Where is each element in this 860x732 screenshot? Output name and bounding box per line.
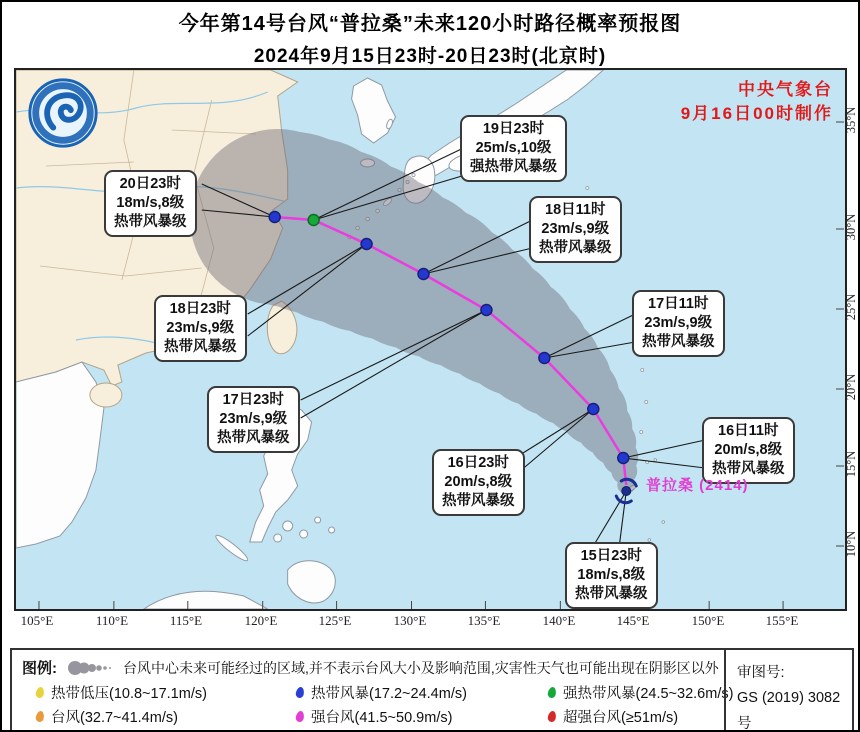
forecast-label-line: 17日23时 [222,392,284,408]
latitude-tick-label: 15°N [844,450,858,478]
forecast-label [460,115,567,182]
legend-intensity-dot [547,710,557,722]
longitude-tick-label: 105°E [20,613,54,628]
forecast-label-line: 热带风暴级 [539,239,612,256]
forecast-point [361,239,372,250]
forecast-label-line: 18日23时 [169,301,231,317]
forecast-label [104,170,197,237]
agency-credit [681,78,833,126]
longitude-tick-label: 125°E [318,613,352,628]
longitude-tick-label: 130°E [393,613,427,628]
forecast-label-line: 20日23时 [119,176,181,192]
forecast-point [481,305,492,316]
forecast-label-line: 16日23时 [447,455,509,471]
legend-item-label: 热带低压(10.8~17.1m/s) [51,685,207,702]
map-license [724,650,852,730]
latitude-tick-label: 25°N [844,293,858,321]
forecast-label [565,542,658,609]
license-number: GS (2019) 3082号 [737,690,841,732]
legend-item-label: 热带风暴(17.2~24.4m/s) [311,685,467,702]
forecast-label-line: 热带风暴级 [164,338,237,355]
forecast-label-line: 23m/s,9级 [644,314,713,331]
latitude-tick-label: 20°N [844,373,858,401]
longitude-tick-label: 150°E [691,613,725,628]
forecast-label-line: 23m/s,9级 [541,220,610,237]
legend-intensity-dot [295,686,305,698]
legend-heading: 图例: [22,660,57,677]
legend-item-label: 超强台风(≥51m/s) [563,709,679,726]
cone-icon [66,659,116,677]
forecast-label [529,196,622,263]
storm-name-label: 普拉桑 (2414) [646,477,749,494]
license-heading: 审图号: [737,665,785,681]
legend-item [296,682,548,703]
legend-item [36,682,296,703]
page-title: 今年第14号台风“普拉桑”未来120小时路径概率预报图 [178,13,682,35]
forecast-label-line: 20m/s,8级 [714,441,783,458]
legend-item-label: 强台风(41.5~50.9m/s) [311,709,453,726]
legend-item [548,682,733,703]
title-block [2,7,858,68]
forecast-label-line: 热带风暴级 [712,460,785,477]
forecast-label-line: 20m/s,8级 [444,473,513,490]
legend-item [36,706,296,727]
forecast-label-line: 18m/s,8级 [577,566,646,583]
forecast-label-line: 25m/s,10级 [475,139,552,156]
longitude-tick-label: 155°E [765,613,799,628]
latitude-tick-label: 10°N [844,530,858,558]
forecast-label [154,295,247,362]
forecast-label-line: 热带风暴级 [442,492,515,509]
forecast-label-line: 18m/s,8级 [116,194,185,211]
longitude-tick-label: 145°E [616,613,650,628]
issue-time: 9月16日00时制作 [680,103,833,123]
forecast-label-line: 热带风暴级 [642,333,715,350]
forecast-label-line: 16日11时 [718,423,779,439]
forecast-label [207,386,300,453]
longitude-tick-label: 120°E [244,613,278,628]
longitude-tick-label: 135°E [467,613,501,628]
page-subtitle: 2024年9月15日23时-20日23时(北京时) [253,46,607,67]
forecast-label [432,449,525,516]
forecast-map [14,68,847,611]
forecast-label-line: 热带风暴级 [575,585,648,602]
legend-item [296,706,548,727]
legend-items [36,680,733,728]
forecast-label-line: 17日11时 [648,296,709,312]
forecast-label-line: 热带风暴级 [217,429,290,446]
cma-logo [24,74,102,152]
forecast-point [618,453,629,464]
forecast-label-line: 18日11时 [545,202,606,218]
forecast-label-line: 热带风暴级 [114,213,187,230]
legend-intensity-dot [295,710,305,722]
forecast-label-line: 23m/s,9级 [219,410,288,427]
forecast-label-line: 19日23时 [482,121,545,137]
legend-panel [10,648,854,732]
forecast-point [418,269,429,280]
legend-intensity-dot [35,686,45,698]
forecast-label-line: 强热带风暴级 [470,158,557,175]
hainan-island [90,383,122,407]
forecast-label-line: 23m/s,9级 [166,319,235,336]
forecast-point [539,353,550,364]
forecast-label [632,290,725,357]
legend-item-label: 台风(32.7~41.4m/s) [51,709,178,726]
forecast-label-line: 15日23时 [580,548,642,564]
latitude-tick-label: 35°N [844,106,858,134]
legend-intensity-dot [547,686,557,698]
agency-name: 中央气象台 [738,80,833,99]
legend-item-label: 强热带风暴(24.5~32.6m/s) [563,685,734,702]
legend-cone-row [22,657,719,678]
latitude-tick-label: 30°N [844,213,858,241]
longitude-tick-label: 110°E [95,613,129,628]
longitude-tick-label: 140°E [542,613,576,628]
forecast-point [269,212,280,223]
longitude-tick-label: 115°E [169,613,203,628]
legend-cone-note: 台风中心未来可能经过的区域,并不表示台风大小及影响范围,灾害性天气也可能出现在阴影区以外 [123,659,719,676]
forecast-point [588,404,599,415]
legend-intensity-dot [35,710,45,722]
forecast-point [308,215,319,226]
legend-item [548,706,733,727]
